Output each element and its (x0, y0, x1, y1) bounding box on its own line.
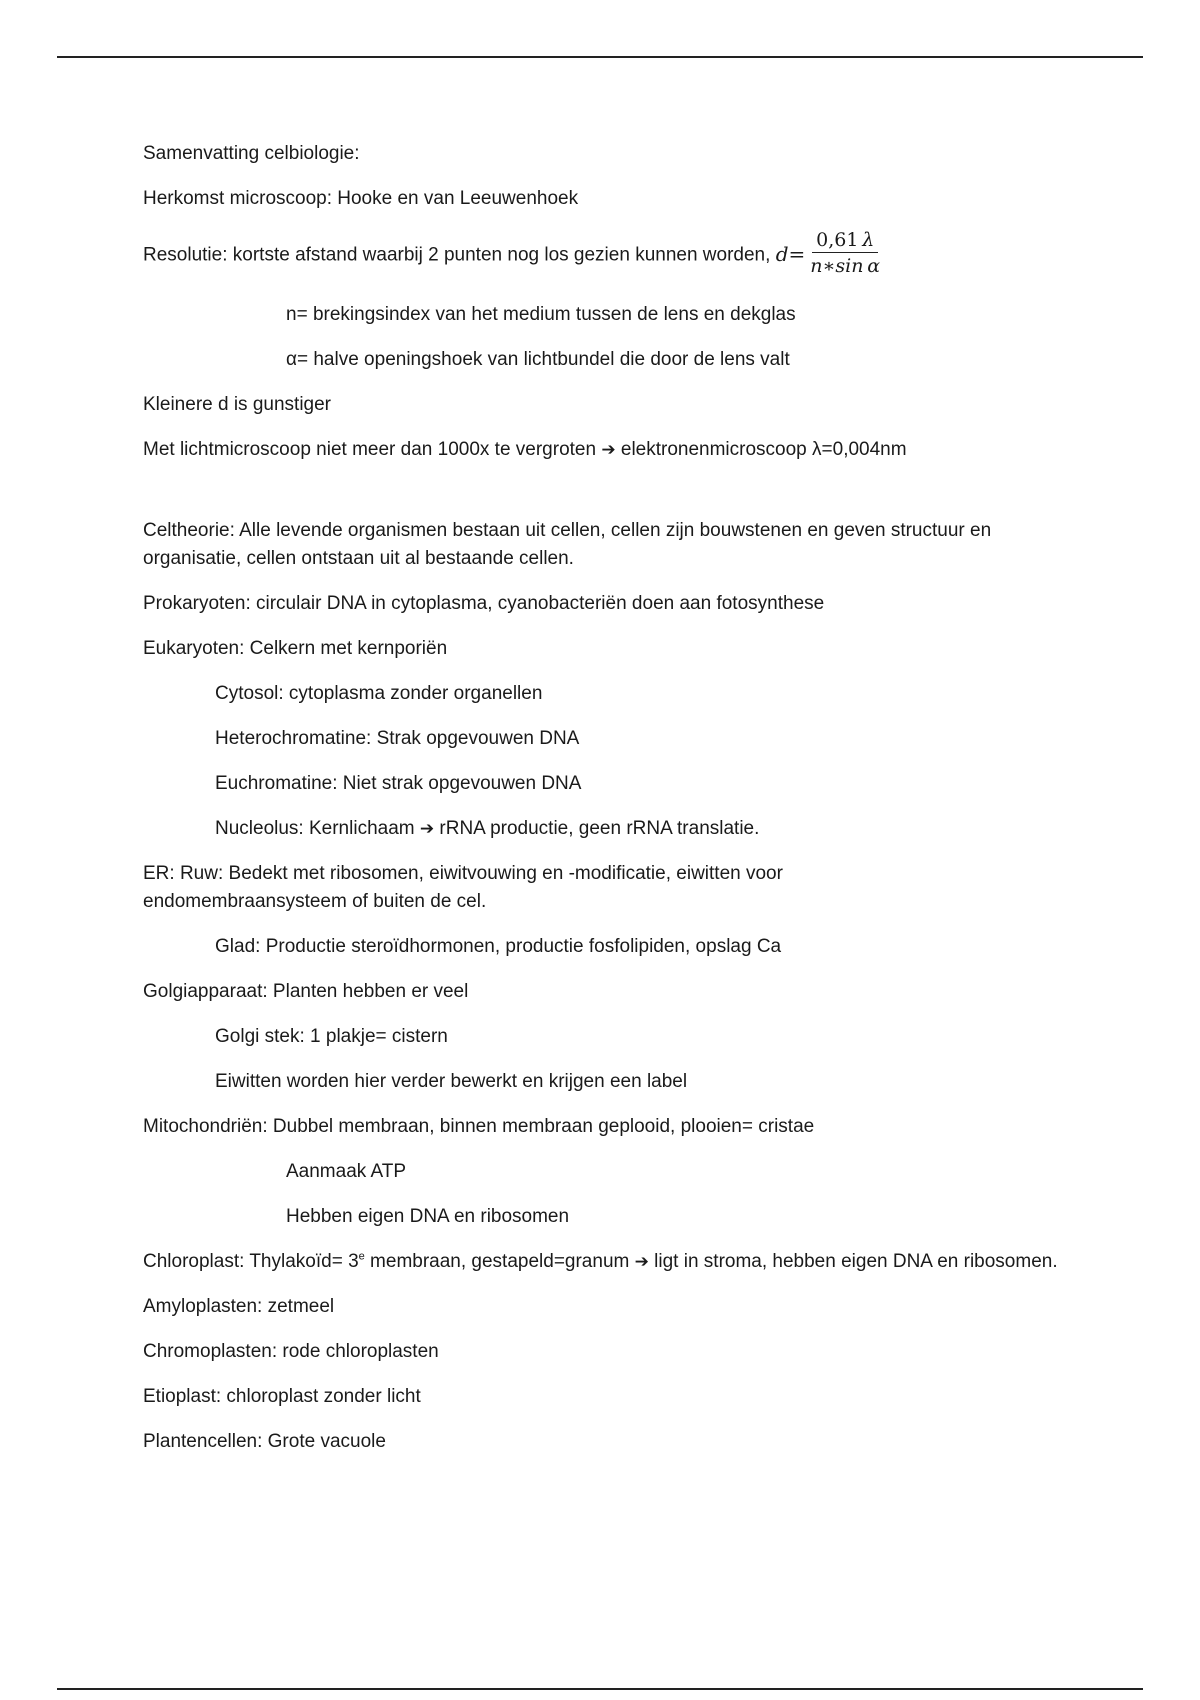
paragraph-golgiapparaat: Golgiapparaat: Planten hebben er veel (143, 981, 469, 1002)
paragraph-chromoplasten: Chromoplasten: rode chloroplasten (143, 1341, 439, 1362)
paragraph-nucleolus: Nucleolus: Kernlichaam ➔ rRNA productie, geen rRNA translatie. (215, 818, 760, 839)
paragraph-n-def: n= brekingsindex van het medium tussen de lens en dekglas (286, 304, 796, 325)
arrow-right-icon: ➔ (419, 819, 435, 839)
resolutie-text: Resolutie: kortste afstand waarbij 2 punten nog los gezien kunnen worden, (143, 244, 771, 266)
paragraph-eukaryoten: Eukaryoten: Celkern met kernporiën (143, 638, 448, 659)
paragraph-er-glad: Glad: Productie steroïdhormonen, productie fosfolipiden, opslag Ca (215, 936, 782, 957)
document-title: Samenvatting celbiologie: (143, 143, 360, 164)
paragraph-resolutie (143, 230, 1063, 281)
paragraph-etioplast: Etioplast: chloroplast zonder licht (143, 1386, 421, 1407)
formula-eq: = (788, 241, 806, 266)
document-body (143, 140, 1063, 1473)
paragraph-lichtmicroscoop: Met lichtmicroscoop niet meer dan 1000x te vergroten ➔ elektronenmicroscoop λ=0,004nm (143, 439, 907, 460)
paragraph-herkomst: Herkomst microscoop: Hooke en van Leeuwenhoek (143, 188, 579, 209)
paragraph-heterochromatine: Heterochromatine: Strak opgevouwen DNA (215, 728, 580, 749)
formula-lhs: d (775, 241, 789, 266)
paragraph-eigen-dna: Hebben eigen DNA en ribosomen (286, 1206, 570, 1227)
arrow-right-icon: ➔ (601, 440, 616, 460)
paragraph-aanmaak-atp: Aanmaak ATP (286, 1161, 407, 1182)
paragraph-prokaryoten: Prokaryoten: circulair DNA in cytoplasma, cyanobacteriën doen aan fotosynthese (143, 593, 825, 614)
formula-fraction (808, 228, 882, 279)
paragraph-cytosol: Cytosol: cytoplasma zonder organellen (215, 683, 543, 704)
formula-denominator: n∗sin α (810, 255, 881, 277)
spacer (143, 481, 1063, 517)
resolution-formula (776, 228, 882, 279)
paragraph-kleinere-d: Kleinere d is gunstiger (143, 394, 331, 415)
superscript-e: e (358, 1250, 365, 1263)
header-rule (57, 56, 1143, 58)
paragraph-chloroplast: Chloroplast: Thylakoïd= $3^e$ membraan, gestapeld=granum ➔ ligt in stroma, hebben eigen DNA en ribosomen. (143, 1250, 1058, 1272)
paragraph-mitochondrien: Mitochondriën: Dubbel membraan, binnen membraan geplooid, plooien= cristae (143, 1116, 815, 1137)
paragraph-eiwitten: Eiwitten worden hier verder bewerkt en krijgen een label (215, 1071, 688, 1092)
footer-rule (57, 1688, 1143, 1690)
paragraph-amyloplasten: Amyloplasten: zetmeel (143, 1296, 335, 1317)
paragraph-golgi-stek: Golgi stek: 1 plakje= cistern (215, 1026, 448, 1047)
paragraph-er-ruw: ER: Ruw: Bedekt met ribosomen, eiwitvouwing en -modificatie, eiwitten voor endomembraansysteem of buiten de cel. (143, 863, 783, 912)
paragraph-celtheorie: Celtheorie: Alle levende organismen bestaan uit cellen, cellen zijn bouwstenen en geven structuur en organisatie, cellen ontstaan uit al bestaande cellen. (143, 520, 992, 569)
formula-numerator: 0,61 λ (812, 228, 878, 253)
paragraph-alpha-def: α= halve openingshoek van lichtbundel die door de lens valt (286, 349, 790, 370)
arrow-right-icon: ➔ (634, 1252, 649, 1272)
paragraph-plantencellen: Plantencellen: Grote vacuole (143, 1431, 386, 1452)
paragraph-euchromatine: Euchromatine: Niet strak opgevouwen DNA (215, 773, 582, 794)
